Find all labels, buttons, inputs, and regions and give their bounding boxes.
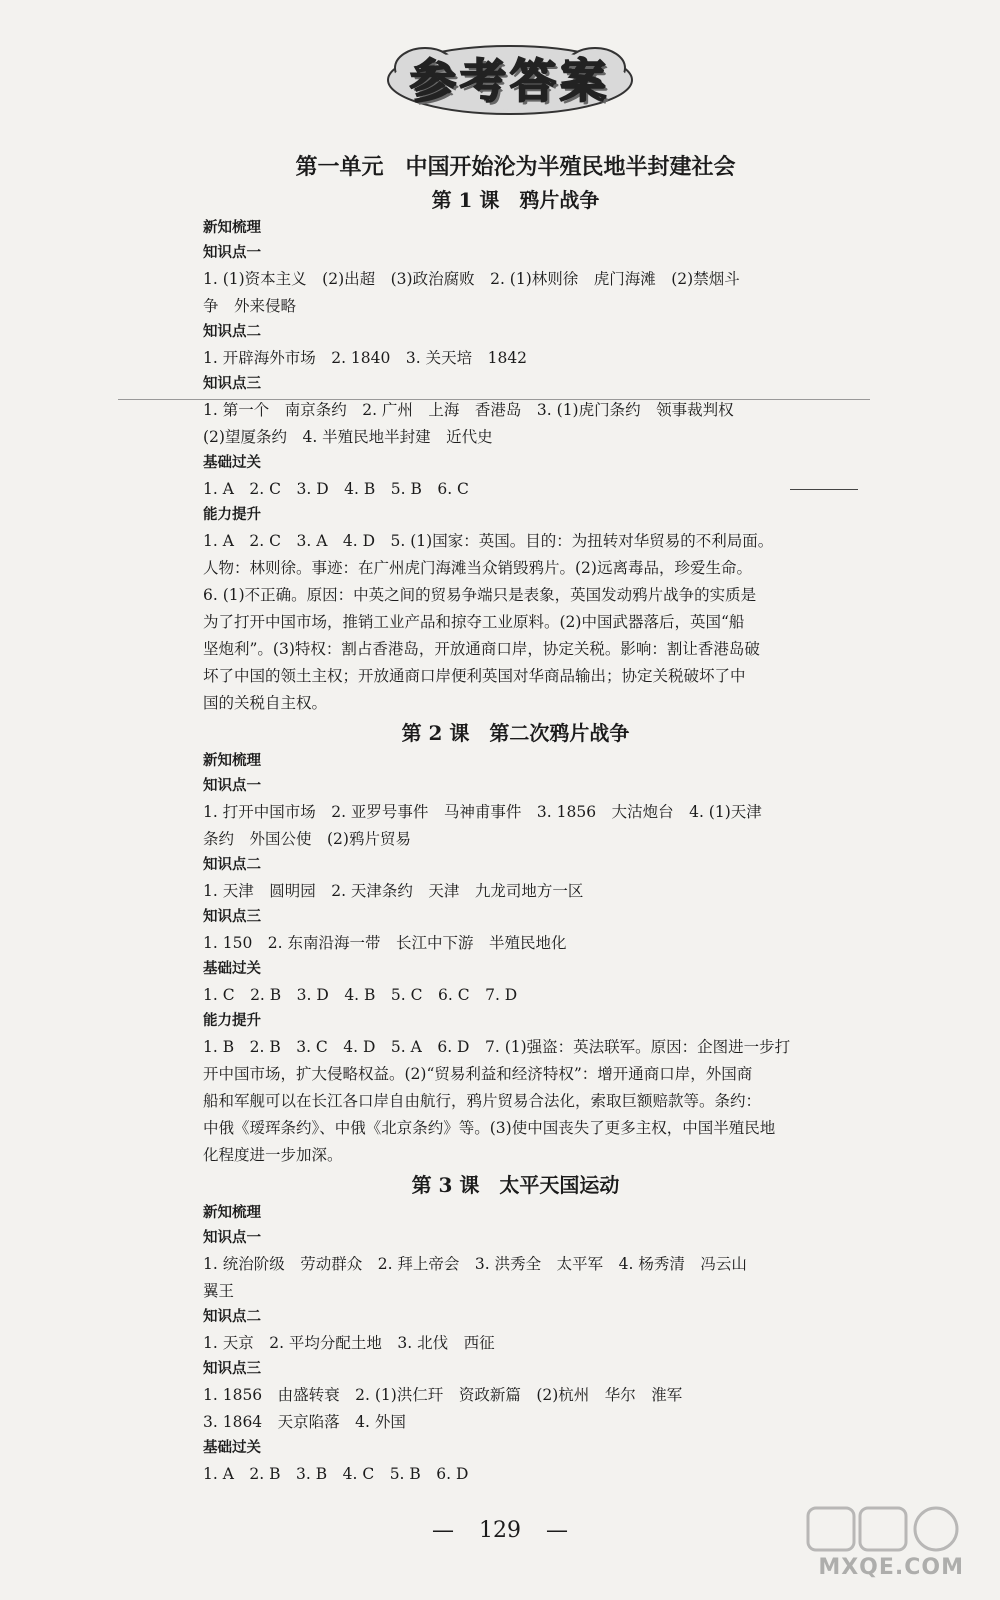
answer-text: 1. C 2. B 3. D 4. B 5. C 6. C 7. D	[203, 986, 518, 1004]
watermark-logo-icon	[804, 1502, 964, 1558]
watermark-text: MXQE.COM	[818, 1555, 964, 1580]
answer-text: 1. (1)资本主义 (2)出超 (3)政治腐败 2. (1)林则徐 虎门海滩 (2)禁烟斗 争 外来侵略	[203, 270, 740, 315]
section-heading: 新知梳理	[203, 753, 261, 769]
answer-banner	[385, 38, 635, 118]
page-number: 129	[479, 1518, 521, 1543]
answer-text: 1. 打开中国市场 2. 亚罗号事件 马神甫事件 3. 1856 大沽炮台 4. (1)天津 条约 外国公使 (2)鸦片贸易	[203, 803, 762, 848]
section-heading: 能力提升	[203, 1013, 261, 1029]
answer-content	[203, 150, 828, 1488]
answer-text: 1. 1856 由盛转衰 2. (1)洪仁玕 资政新篇 (2)杭州 华尔 淮军 3. 1864 天京陷落 4. 外国	[203, 1386, 683, 1431]
answer-text: 1. A 2. C 3. A 4. D 5. (1)国家：英国。目的：为扭转对华贸易的不利局面。 人物：林则徐。事迹：在广州虎门海滩当众销毁鸦片。(2)远离毒品，珍爱生命。 6. (1)不正确。原因：中英之间的贸易争端只是表象，英国发动鸦片战争的实质是 为了打开中国市场，推销工业产品和掠夺工业原料。(2)中国武器落后，英国“船 坚炮利”。(3)特权：割占香港岛，开放通商口岸，协定关税。影响：割让香港岛破 坏了中国的领土主权；开放通商口岸便利英国对华商品输出；协定关税破坏了中 国的关税自主权。	[203, 532, 774, 712]
section-heading: 能力提升	[203, 507, 261, 523]
answer-text: 1. B 2. B 3. C 4. D 5. A 6. D 7. (1)强盗：英法联军。原因：企图进一步打 开中国市场，扩大侵略权益。(2)“贸易利益和经济特权”：增开通商口岸，外国商 船和军舰可以在长江各口岸自由航行，鸦片贸易合法化，索取巨额赔款等。条约： 中俄《瑷珲条约》、中俄《北京条约》等。(3)使中国丧失了更多主权，中国半殖民地 化程度进一步加深。	[203, 1038, 791, 1164]
footer-dash-right: —	[546, 1518, 568, 1543]
lesson-title: 第 3 课 太平天国运动	[411, 1173, 620, 1197]
section-heading: 知识点一	[203, 1230, 261, 1246]
answer-text: 1. 天京 2. 平均分配土地 3. 北伐 西征	[203, 1334, 495, 1352]
section-heading: 知识点二	[203, 1309, 261, 1325]
lesson-title: 第 1 课 鸦片战争	[431, 188, 600, 212]
answer-text: 1. 统治阶级 劳动群众 2. 拜上帝会 3. 洪秀全 太平军 4. 杨秀清 冯云山 翼王	[203, 1255, 747, 1300]
section-heading: 知识点三	[203, 909, 261, 925]
section-heading: 知识点一	[203, 245, 261, 261]
answer-text: 1. 150 2. 东南沿海一带 长江中下游 半殖民地化	[203, 934, 567, 952]
answer-text: 1. 天津 圆明园 2. 天津条约 天津 九龙司地方一区	[203, 882, 584, 900]
section-heading: 知识点一	[203, 778, 261, 794]
section-heading: 新知梳理	[203, 1205, 261, 1221]
section-heading: 知识点二	[203, 857, 261, 873]
section-heading: 新知梳理	[203, 220, 261, 236]
answer-text: 1. 第一个 南京条约 2. 广州 上海 香港岛 3. (1)虎门条约 领事裁判权 (2)望厦条约 4. 半殖民地半封建 近代史	[203, 401, 734, 446]
section-heading: 知识点三	[203, 1361, 261, 1377]
watermark	[804, 1502, 964, 1580]
banner-title: 参考答案	[410, 54, 610, 108]
unit-title: 第一单元 中国开始沦为半殖民地半封建社会	[295, 154, 736, 180]
answer-text: 1. A 2. C 3. D 4. B 5. B 6. C	[203, 480, 469, 498]
lesson-title: 第 2 课 第二次鸦片战争	[401, 721, 630, 745]
footer-dash-left: —	[432, 1518, 454, 1543]
section-heading: 基础过关	[203, 1440, 261, 1456]
section-heading: 基础过关	[203, 455, 261, 471]
answer-text: 1. 开辟海外市场 2. 1840 3. 关天培 1842	[203, 349, 528, 367]
section-heading: 知识点二	[203, 324, 261, 340]
section-heading: 知识点三	[203, 376, 261, 392]
answer-text: 1. A 2. B 3. B 4. C 5. B 6. D	[203, 1465, 469, 1483]
section-heading: 基础过关	[203, 961, 261, 977]
